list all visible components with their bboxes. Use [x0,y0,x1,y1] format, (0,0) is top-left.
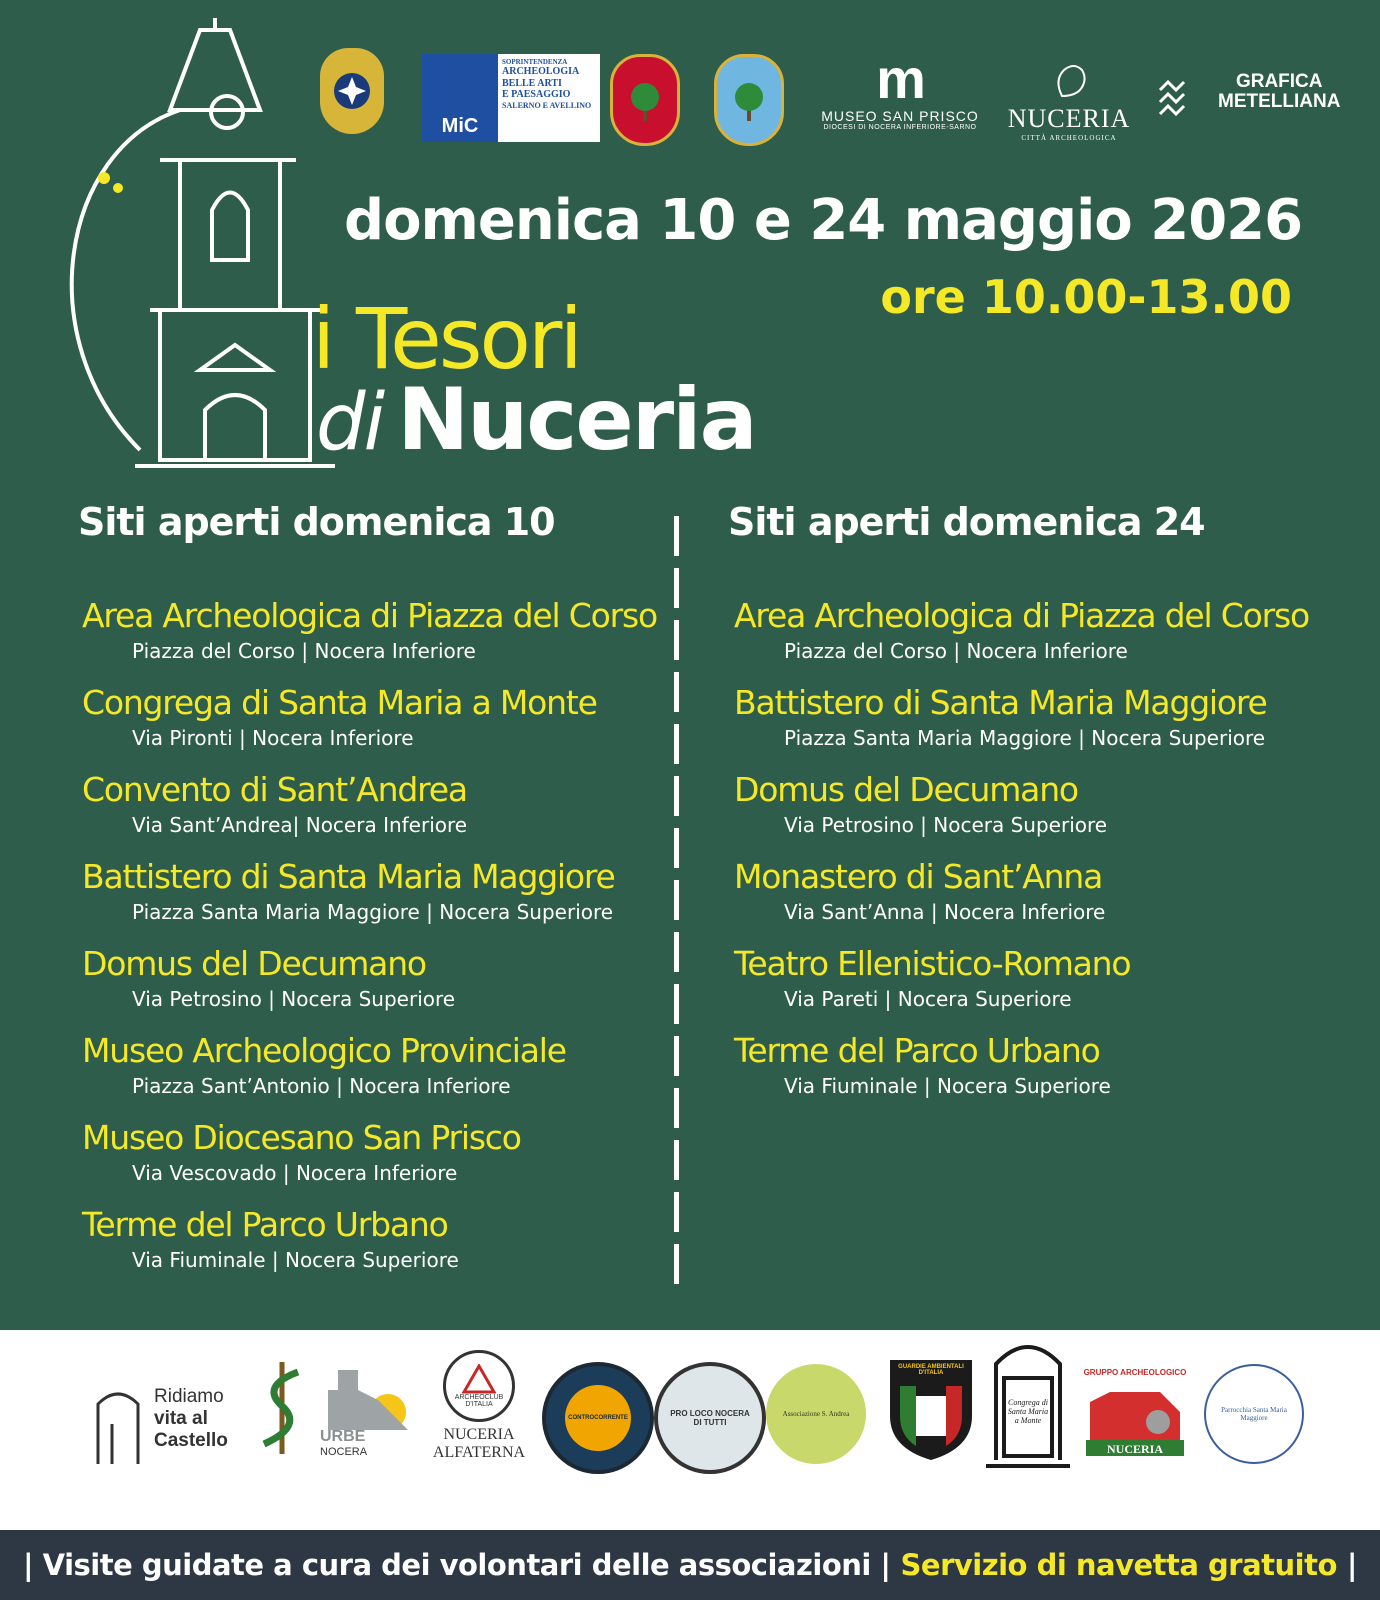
site-name: Museo Diocesano San Prisco [82,1118,521,1157]
site-address: Piazza Sant’Antonio | Nocera Inferiore [132,1074,511,1098]
site-address: Via Petrosino | Nocera Superiore [784,813,1108,837]
archeoclub-l1: NUCERIA [443,1426,515,1443]
event-date: domenica 10 e 24 maggio 2026 [344,188,1303,253]
yellow-dot [98,172,110,184]
guardie-name: GUARDIE AMBIENTALI D'ITALIA [898,1364,964,1376]
mic-line: SALERNO E AVELLINO [502,100,592,110]
castle-sun-icon [318,1360,418,1430]
museo-san-prisco-logo [820,47,980,131]
mic-line: SOPRINTENDENZA [502,58,568,66]
site-address: Via Pironti | Nocera Inferiore [132,726,414,750]
gruppo-name: GRUPPO ARCHEOLOGICO [1083,1368,1187,1377]
museo-sub: DIOCESI DI NOCERA INFERIORE-SARNO [823,124,977,131]
footer-banner [0,1530,1380,1600]
site-name: Monastero di Sant’Anna [734,857,1103,896]
ridiamo-line1: Ridiamo [154,1386,224,1407]
guardie-ambientali-logo [886,1356,976,1462]
footer-end-bar: | [1346,1548,1358,1582]
grafica-metelliana-logo [1218,72,1340,112]
mic-abbr: MiC [422,54,498,142]
site-name: Terme del Parco Urbano [82,1205,448,1244]
site-address: Via Sant’Anna | Nocera Inferiore [784,900,1106,924]
site-address: Via Pareti | Nocera Superiore [784,987,1072,1011]
mic-line: ARCHEOLOGIA [502,66,580,78]
site-name: Congrega di Santa Maria a Monte [82,683,597,722]
title-di: di [316,378,384,468]
museo-name: MUSEO SAN PRISCO [821,108,979,124]
grafica-metelliana-mark-icon [1156,76,1200,120]
archeoclub-logo [424,1350,534,1470]
diocese-crest-icon [320,48,384,134]
yellow-dot [113,183,123,193]
event-title-line1: i Tesori [312,290,580,388]
list-item [82,1205,682,1292]
list-item [734,1031,1334,1118]
list-item [82,596,682,683]
list-item [734,770,1334,857]
list-item [734,944,1334,1031]
site-address: Piazza del Corso | Nocera Inferiore [784,639,1128,663]
parrocchia-logo [1204,1364,1304,1464]
museo-mark: m [876,47,924,110]
ridiamo-line2: vita al [154,1408,208,1429]
nocera-inferiore-crest-icon [610,54,680,146]
list-item [82,1118,682,1205]
controcorrente-name: CONTROCORRENTE [568,1415,628,1421]
archeoclub-ring: ARCHEOCLUB D'ITALIA [454,1394,504,1408]
column-heading-10: Siti aperti domenica 10 [78,500,555,544]
bell-tower-illustration [30,10,360,490]
pro-loco-logo [654,1362,766,1474]
list-item [82,770,682,857]
site-name: Area Archeologica di Piazza del Corso [734,596,1309,635]
proloco-name: PRO LOCO NOCERA DI TUTTI [670,1409,750,1427]
event-time: ore 10.00-13.00 [880,270,1292,324]
column-heading-24: Siti aperti domenica 24 [728,500,1205,544]
ridiamo-vita-logo [92,1380,252,1470]
mic-soprintendenza-logo [422,54,600,142]
head-profile-icon [1044,60,1094,100]
mic-line: E PAESAGGIO [502,89,571,101]
nocera-superiore-crest-icon [714,54,784,146]
site-name: Convento di Sant’Andrea [82,770,467,809]
site-address: Via Vescovado | Nocera Inferiore [132,1161,458,1185]
gruppo-sub: NUCERIA [1106,1442,1163,1456]
site-name: Area Archeologica di Piazza del Corso [82,596,657,635]
site-name: Domus del Decumano [734,770,1078,809]
footer-shuttle: Servizio di navetta gratuito [900,1548,1337,1582]
urbe-nocera-logo [318,1360,418,1460]
serpent-staff-icon [254,1358,310,1458]
congrega-logo [982,1334,1074,1474]
site-address: Piazza Santa Maria Maggiore | Nocera Superiore [132,900,614,924]
list-item [82,1031,682,1118]
site-address: Piazza del Corso | Nocera Inferiore [132,639,476,663]
footer-guided-tours: | Visite guidate a cura dei volontari delle associazioni | [22,1548,891,1582]
associazione-s-andrea-logo [766,1364,866,1464]
list-item [734,857,1334,944]
list-item [82,683,682,770]
nuceria-sub: CITTÀ ARCHEOLOGICA [1021,134,1117,142]
archeoclub-l2: ALFATERNA [432,1444,526,1461]
nuceria-name: NUCERIA [1007,104,1131,133]
urbe-sub: NOCERA [320,1446,368,1458]
site-address: Via Fiuminale | Nocera Superiore [784,1074,1111,1098]
mic-line: BELLE ARTI [502,77,562,89]
controcorrente-logo [542,1362,654,1474]
grafica-line2: METELLIANA [1218,91,1341,112]
gruppo-archeologico-logo [1080,1362,1190,1466]
site-address: Piazza Santa Maria Maggiore | Nocera Superiore [784,726,1266,750]
site-name: Domus del Decumano [82,944,426,983]
list-item [82,944,682,1031]
list-item [734,683,1334,770]
site-name: Battistero di Santa Maria Maggiore [734,683,1267,722]
site-name: Teatro Ellenistico-Romano [734,944,1131,983]
congrega-name: Congrega di Santa Maria a Monte [1007,1398,1049,1425]
santandrea-name: Associazione S. Andrea [782,1410,850,1418]
partner-logos [318,36,1368,166]
castle-door-icon [92,1384,144,1468]
event-title-line2 [316,370,756,470]
sponsor-logos [0,1330,1380,1530]
grafica-line1: GRAFICA [1235,71,1323,92]
title-nuceria: Nuceria [397,370,756,470]
site-name: Battistero di Santa Maria Maggiore [82,857,615,896]
site-address: Via Fiuminale | Nocera Superiore [132,1248,459,1272]
site-list-24 [734,596,1334,1118]
nuceria-citta-archeologica-logo [1004,60,1134,142]
ridiamo-line3: Castello [154,1430,228,1451]
triangle-icon [462,1364,496,1394]
site-address: Via Sant’Andrea| Nocera Inferiore [132,813,468,837]
list-item [734,596,1334,683]
parrocchia-name: Parrocchia Santa Maria Maggiore [1221,1406,1287,1422]
site-name: Terme del Parco Urbano [734,1031,1100,1070]
site-list-10 [82,596,682,1292]
urbe-name: URBE [320,1428,366,1445]
list-item [82,857,682,944]
site-name: Museo Archeologico Provinciale [82,1031,566,1070]
site-address: Via Petrosino | Nocera Superiore [132,987,456,1011]
